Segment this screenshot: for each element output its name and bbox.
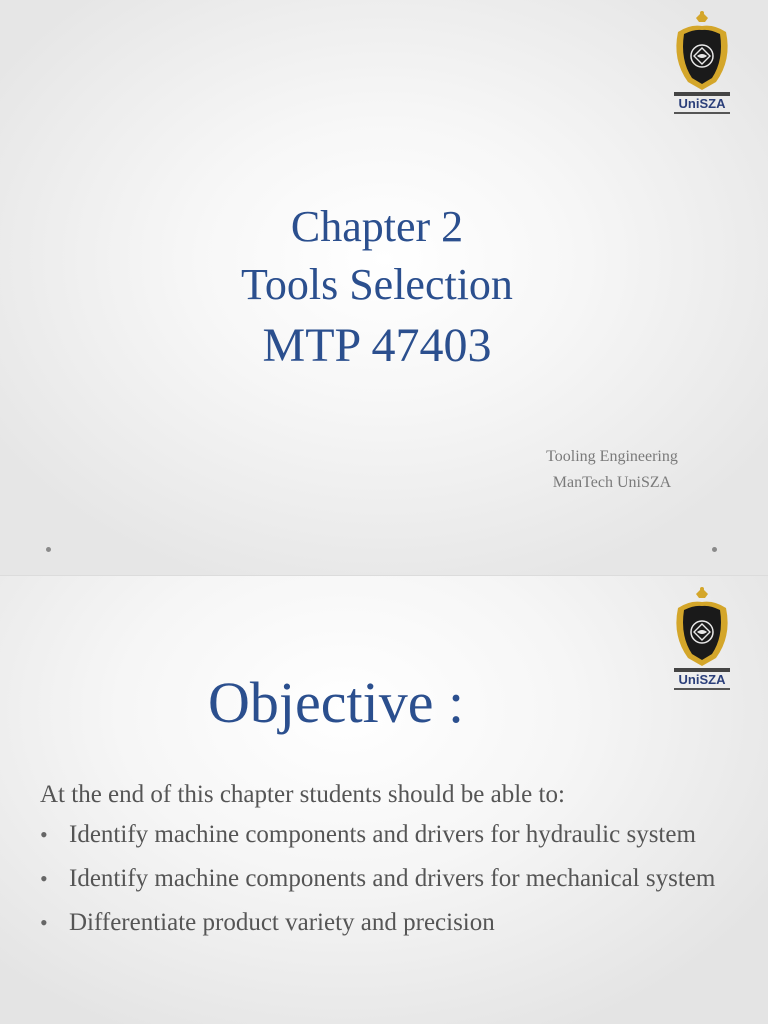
unisza-crest-icon [668, 10, 736, 120]
list-item-text: Differentiate product variety and precision [69, 909, 495, 936]
unisza-crest-icon [668, 586, 736, 696]
chapter-title: Chapter 2 [290, 202, 464, 251]
svg-text:UniSZA: UniSZA [678, 672, 726, 687]
decorative-dot-right [712, 547, 717, 552]
decorative-dot-left [46, 547, 51, 552]
list-item [40, 862, 750, 896]
topic-title: Tools Selection [241, 260, 513, 309]
course-code: MTP 47403 [262, 319, 492, 372]
slide-subtitle [512, 444, 712, 496]
svg-text:UniSZA: UniSZA [678, 96, 726, 111]
objective-slide [0, 576, 768, 1024]
list-item [40, 906, 750, 940]
subtitle-department: Tooling Engineering [546, 448, 678, 465]
list-item [40, 818, 750, 852]
bullet-icon: • [40, 866, 48, 891]
subtitle-institution: ManTech UniSZA [552, 474, 672, 491]
list-item-text: Identify machine components and drivers for hydraulic system [69, 821, 696, 848]
objective-intro: At the end of this chapter students should be able to: [40, 781, 565, 808]
bullet-icon: • [40, 822, 48, 847]
bullet-icon: • [40, 910, 48, 935]
objective-title: Objective : [208, 670, 465, 735]
slide-title [0, 198, 754, 378]
list-item-text: Identify machine components and drivers for mechanical system [69, 865, 716, 892]
objective-list [40, 818, 750, 950]
